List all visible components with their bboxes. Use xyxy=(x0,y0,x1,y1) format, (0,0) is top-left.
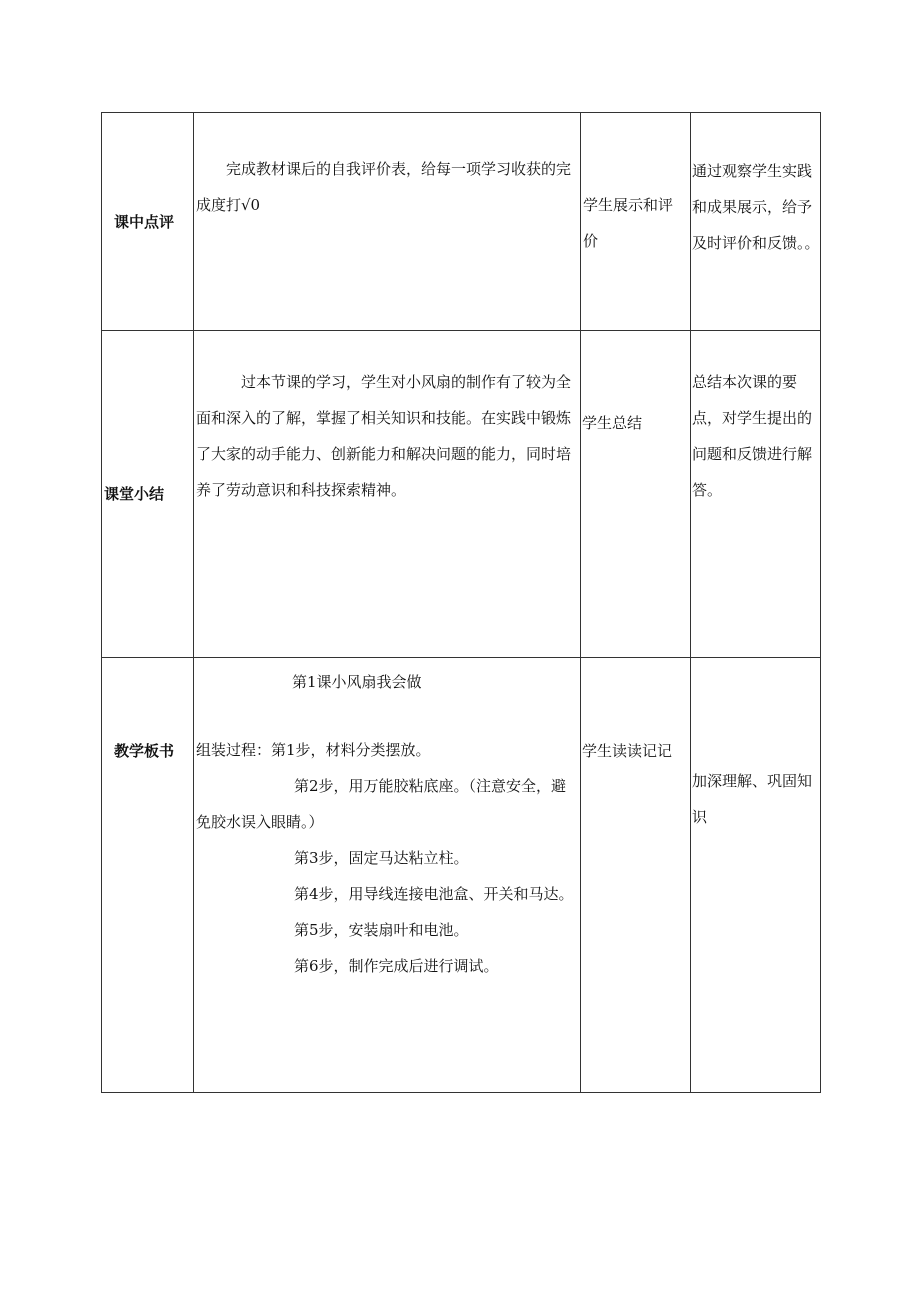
design-intent-text: 总结本次课的要点，对学生提出的问题和反馈进行解答。 xyxy=(692,373,813,499)
table-row xyxy=(102,113,821,331)
board-cell xyxy=(194,658,581,1093)
content-text: 完成教材课后的自我评价表，给每一项学习收获的完成度打√0 xyxy=(196,160,572,214)
student-activity-cell xyxy=(581,658,691,1093)
design-intent-cell xyxy=(691,658,821,1093)
row-label: 教学板书 xyxy=(114,742,175,760)
lesson-plan-table xyxy=(101,112,821,1093)
design-intent-text: 通过观察学生实践和成果展示，给予及时评价和反馈。。 xyxy=(692,162,820,252)
student-activity-cell xyxy=(581,113,691,331)
table-row xyxy=(102,331,821,658)
board-step: 组装过程：第1步，材料分类摆放。 xyxy=(196,741,431,759)
design-intent-cell xyxy=(691,331,821,658)
content-cell xyxy=(194,331,581,658)
row-label-cell xyxy=(102,658,194,1093)
board-step: 第5步，安装扇叶和电池。 xyxy=(294,921,469,939)
row-label: 课堂小结 xyxy=(104,485,165,503)
table-row xyxy=(102,658,821,1093)
row-label-cell xyxy=(102,113,194,331)
student-activity-text: 学生总结 xyxy=(582,414,643,432)
student-activity-text: 学生读读记记 xyxy=(582,742,673,760)
design-intent-text: 加深理解、巩固知识 xyxy=(692,772,813,826)
board-step: 第6步，制作完成后进行调试。 xyxy=(294,957,499,975)
student-activity-cell xyxy=(581,331,691,658)
content-text: 过本节课的学习，学生对小风扇的制作有了较为全面和深入的了解，掌握了相关知识和技能。在实践中锻炼了大家的动手能力、创新能力和解决问题的能力，同时培养了劳动意识和科技探索精神。 xyxy=(196,373,572,499)
student-activity-text: 学生展示和评价 xyxy=(583,196,674,250)
board-title: 第1课小风扇我会做 xyxy=(292,673,422,691)
row-label: 课中点评 xyxy=(114,213,175,231)
content-cell xyxy=(194,113,581,331)
board-step: 第3步，固定马达粘立柱。 xyxy=(294,849,469,867)
row-label-cell xyxy=(102,331,194,658)
design-intent-cell xyxy=(691,113,821,331)
board-step: 第2步，用万能胶粘底座。（注意安全，避免胶水误入眼睛。） xyxy=(196,777,567,831)
board-step: 第4步，用导线连接电池盒、开关和马达。 xyxy=(294,885,574,903)
